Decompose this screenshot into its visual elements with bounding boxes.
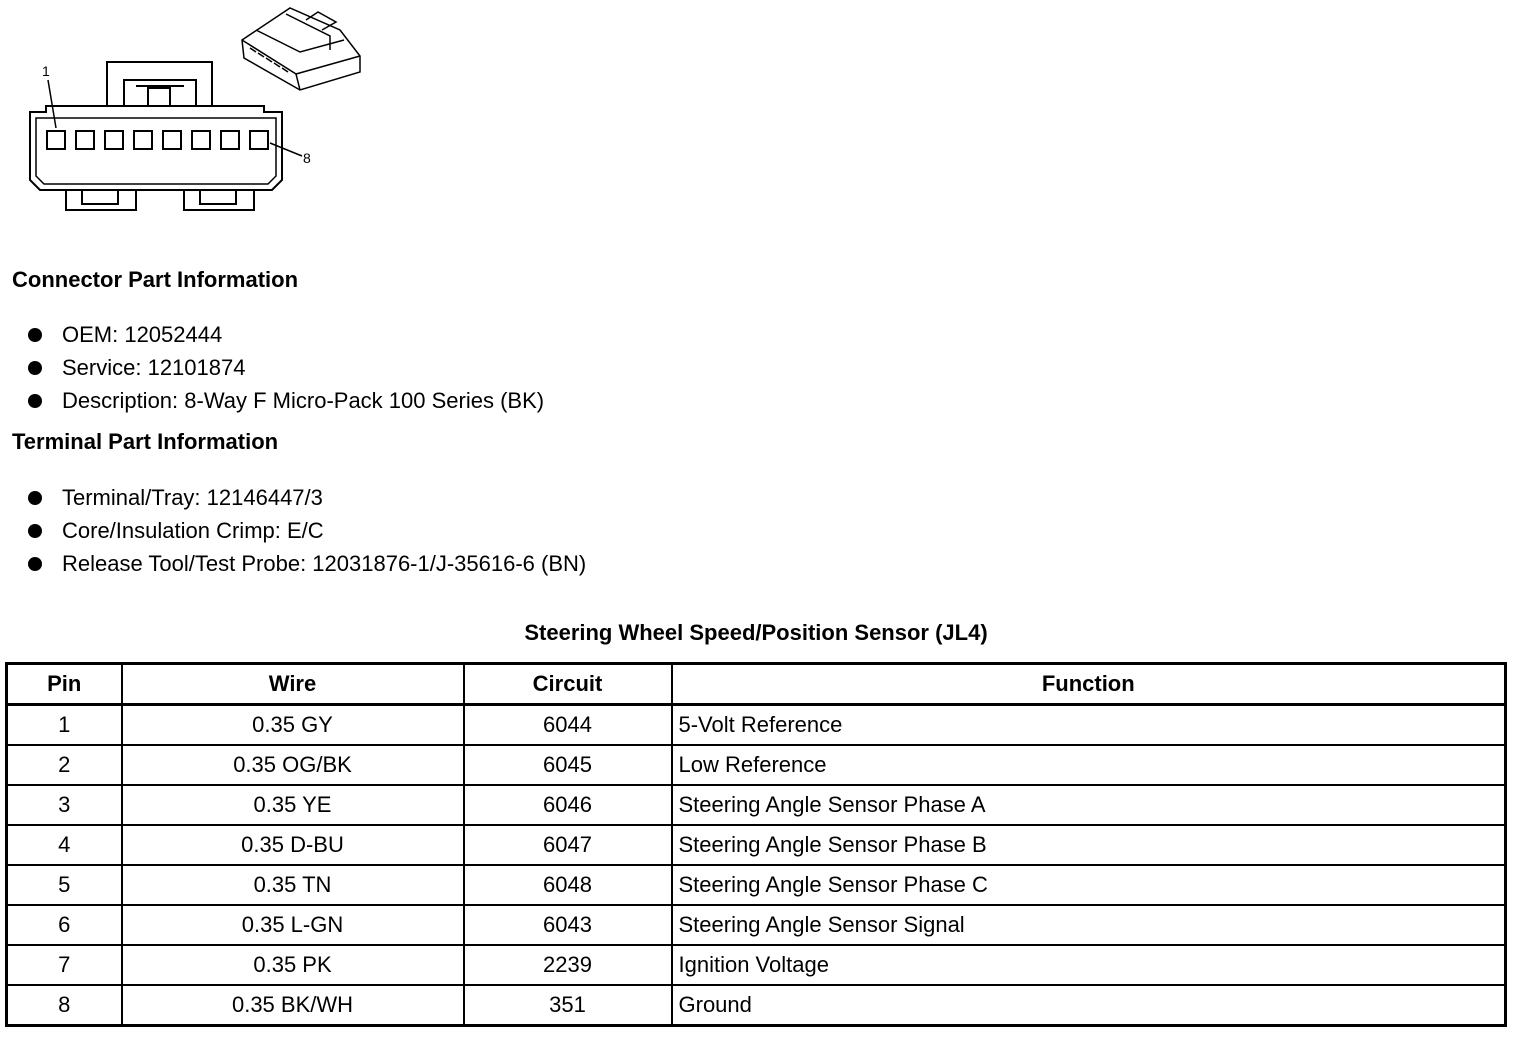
cell-circuit: 6048 — [464, 865, 672, 905]
list-item: Terminal/Tray: 12146447/3 — [28, 481, 586, 514]
pin-cavities — [47, 131, 268, 149]
pin8-label: 8 — [303, 150, 311, 166]
cell-circuit: 2239 — [464, 945, 672, 985]
cell-wire: 0.35 D-BU — [122, 825, 464, 865]
terminal-info-title: Terminal Part Information — [12, 429, 279, 454]
connector-diagram — [0, 0, 400, 225]
cell-function: 5-Volt Reference — [672, 705, 1506, 746]
cell-function: Steering Angle Sensor Phase A — [672, 785, 1506, 825]
cell-circuit: 6047 — [464, 825, 672, 865]
table-row — [7, 865, 1506, 905]
cell-circuit: 351 — [464, 985, 672, 1026]
cell-function: Steering Angle Sensor Signal — [672, 905, 1506, 945]
cell-wire: 0.35 OG/BK — [122, 745, 464, 785]
pinout-table — [5, 662, 1507, 1027]
cell-pin: 4 — [7, 825, 122, 865]
table-header-row — [7, 664, 1506, 705]
table-row — [7, 705, 1506, 746]
cell-pin: 2 — [7, 745, 122, 785]
header-function: Function — [672, 664, 1506, 705]
cell-wire: 0.35 BK/WH — [122, 985, 464, 1026]
cell-wire: 0.35 YE — [122, 785, 464, 825]
connector-isometric-drawing — [242, 8, 360, 90]
pin1-label: 1 — [42, 63, 50, 79]
table-title: Steering Wheel Speed/Position Sensor (JL4) — [524, 620, 988, 645]
table-row — [7, 745, 1506, 785]
cell-circuit: 6044 — [464, 705, 672, 746]
cell-function: Ground — [672, 985, 1506, 1026]
cell-circuit: 6046 — [464, 785, 672, 825]
cell-pin: 7 — [7, 945, 122, 985]
bullet-icon — [28, 394, 42, 408]
cell-wire: 0.35 TN — [122, 865, 464, 905]
cell-pin: 3 — [7, 785, 122, 825]
cell-wire: 0.35 PK — [122, 945, 464, 985]
connector-face-drawing — [30, 62, 282, 210]
header-wire: Wire — [122, 664, 464, 705]
cell-function: Ignition Voltage — [672, 945, 1506, 985]
bullet-icon — [28, 491, 42, 505]
table-row — [7, 945, 1506, 985]
connector-info-title: Connector Part Information — [12, 267, 299, 292]
cell-function: Steering Angle Sensor Phase C — [672, 865, 1506, 905]
cell-pin: 8 — [7, 985, 122, 1026]
cell-wire: 0.35 L-GN — [122, 905, 464, 945]
list-item: Core/Insulation Crimp: E/C — [28, 514, 586, 547]
list-item: Service: 12101874 — [28, 351, 544, 384]
bullet-icon — [28, 361, 42, 375]
list-item: Description: 8-Way F Micro-Pack 100 Series (BK) — [28, 384, 544, 417]
table-row — [7, 985, 1506, 1026]
terminal-info-list — [28, 481, 586, 580]
cell-pin: 6 — [7, 905, 122, 945]
bullet-icon — [28, 557, 42, 571]
cell-circuit: 6045 — [464, 745, 672, 785]
cell-wire: 0.35 GY — [122, 705, 464, 746]
cell-pin: 1 — [7, 705, 122, 746]
table-row — [7, 905, 1506, 945]
cell-circuit: 6043 — [464, 905, 672, 945]
cell-function: Low Reference — [672, 745, 1506, 785]
list-item: OEM: 12052444 — [28, 318, 544, 351]
cell-function: Steering Angle Sensor Phase B — [672, 825, 1506, 865]
cell-pin: 5 — [7, 865, 122, 905]
table-row — [7, 785, 1506, 825]
table-row — [7, 825, 1506, 865]
bullet-icon — [28, 524, 42, 538]
list-item: Release Tool/Test Probe: 12031876-1/J-35616-6 (BN) — [28, 547, 586, 580]
header-pin: Pin — [7, 664, 122, 705]
bullet-icon — [28, 328, 42, 342]
header-circuit: Circuit — [464, 664, 672, 705]
connector-info-list — [28, 318, 544, 417]
